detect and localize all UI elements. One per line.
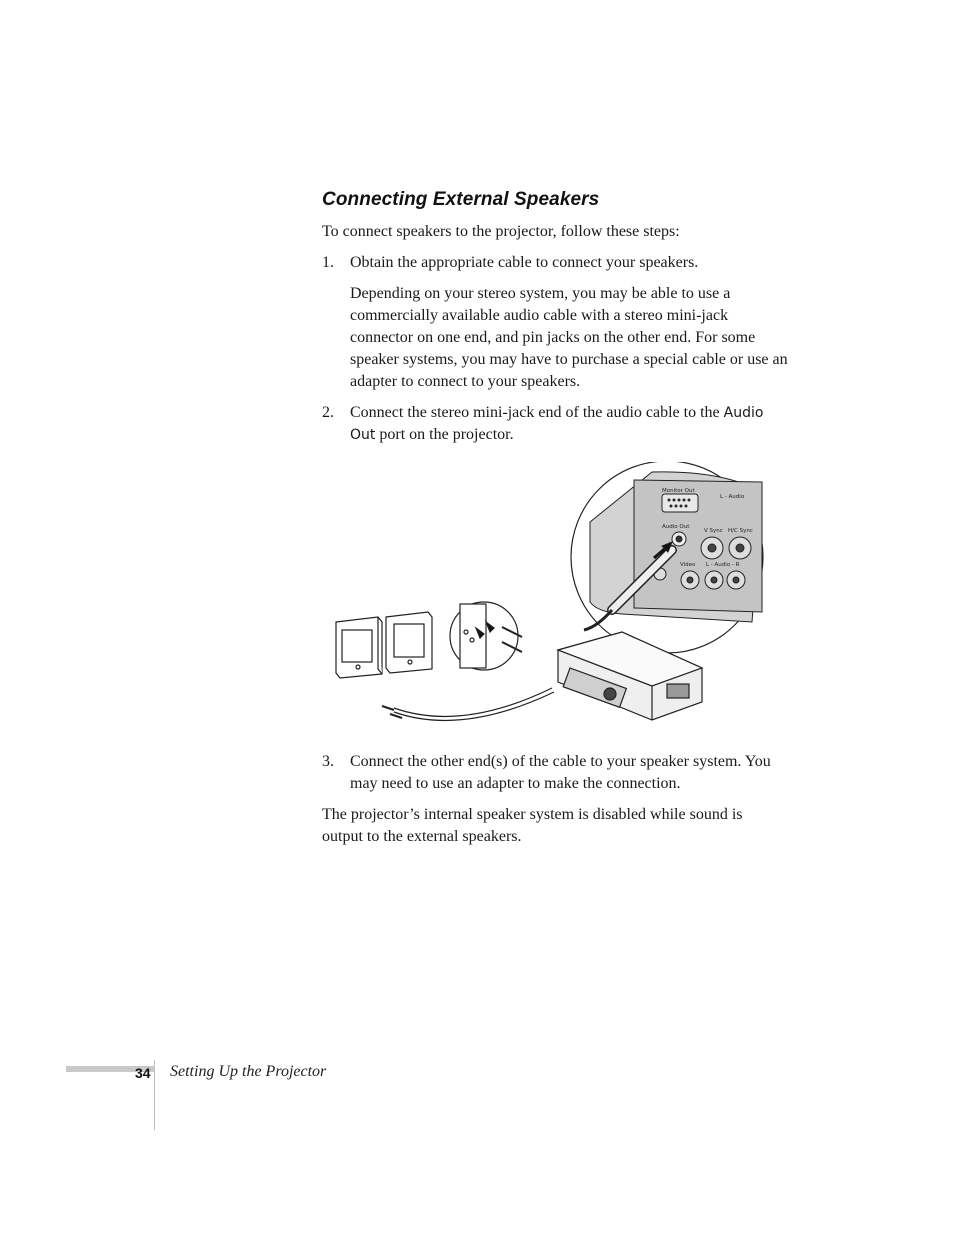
step-text: Connect the other end(s) of the cable to your speaker system. You may need to use an adapter to make the connection. — [350, 753, 771, 792]
audio-cable — [394, 688, 552, 716]
section-heading: Connecting External Speakers — [322, 189, 600, 210]
label-l-audio: L - Audio — [720, 494, 745, 500]
intro-paragraph: To connect speakers to the projector, follow these steps: — [322, 223, 680, 240]
port-name: Audio Out — [350, 405, 764, 443]
label-monitor-out: Monitor Out — [662, 488, 695, 494]
footer-section-name: Setting Up the Projector — [170, 1063, 327, 1080]
step-text-after: port on the projector. — [379, 426, 514, 443]
step-text-before: Connect the stereo mini-jack end of the audio cable to the — [350, 404, 720, 421]
speaker-left — [336, 617, 382, 678]
label-video: Video — [680, 562, 696, 568]
label-l-audio-r: L - Audio - R — [706, 562, 740, 568]
page-number: 34 — [135, 1065, 151, 1081]
step-text: Obtain the appropriate cable to connect your speakers. — [350, 254, 699, 271]
step-1-detail: Depending on your stereo system, you may be able to use a commercially available audio cable with a stereo mini-jack connector on one end, and pin jacks on the other end. For some speaker systems, you may have to purchase a special cable or use an adapter to connect to your speakers. — [350, 285, 788, 390]
step-number: 2. — [322, 404, 334, 421]
step-number: 3. — [322, 753, 334, 770]
step-number: 1. — [322, 254, 334, 271]
speaker-connection-illustration — [322, 462, 792, 742]
closing-paragraph: The projector’s internal speaker system is disabled while sound is output to the external speakers. — [322, 806, 743, 845]
speaker-rear-inset — [450, 602, 522, 670]
label-v-sync: V Sync — [704, 528, 723, 534]
label-hc-sync: H/C Sync — [728, 528, 753, 534]
speaker-right — [386, 612, 432, 673]
step-text — [350, 402, 790, 446]
footer-divider — [154, 1060, 155, 1130]
label-audio-out: Audio Out — [662, 524, 690, 530]
